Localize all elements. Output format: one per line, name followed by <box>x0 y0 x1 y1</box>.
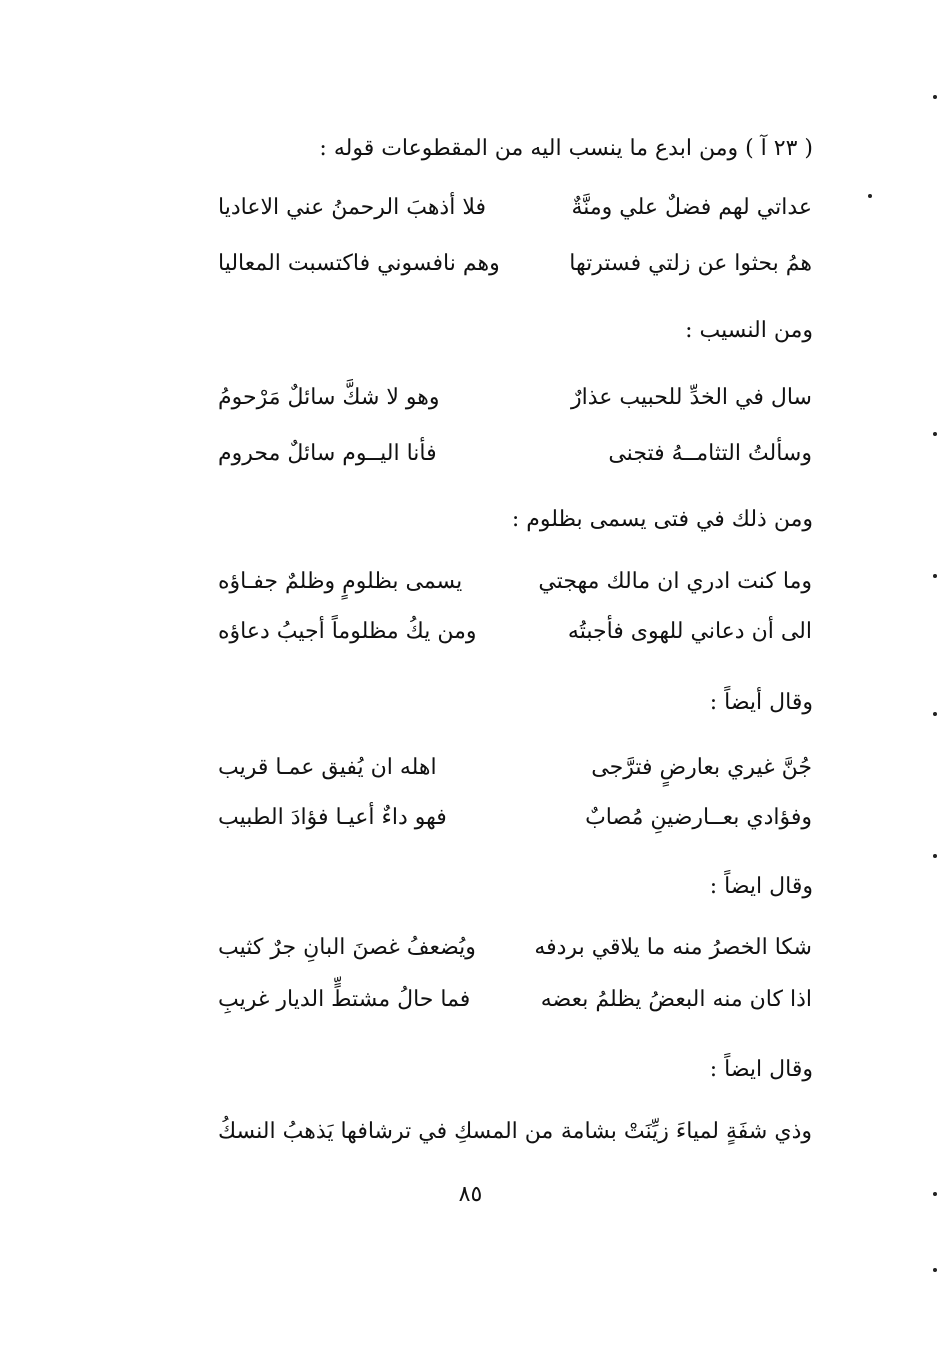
section-heading: وقال ايضاً : <box>709 1057 813 1082</box>
verse-line <box>218 750 812 784</box>
section-heading: ومن ذلك في فتى يسمى بظلوم : <box>511 507 813 532</box>
verse-line <box>218 930 812 964</box>
verse-second-hemistich: فلا أذهبَ الرحمنُ عني الاعاديا <box>218 194 486 220</box>
verse-line <box>218 190 812 224</box>
verse-line <box>218 564 812 598</box>
verse-second-hemistich: ويُضعفُ غصنَ البانِ جرٌ كثيب <box>218 934 476 960</box>
verse-second-hemistich: فهو داءٌ أعيـا فؤادَ الطبيب <box>218 804 447 830</box>
scan-speck <box>933 712 937 716</box>
section-heading: وقال أيضاً : <box>709 690 813 715</box>
section-heading: وقال ايضاً : <box>709 874 813 899</box>
scan-speck <box>933 1192 937 1196</box>
verse-first-hemistich: وذي شفَةٍ لمياءَ زيِّنَتْ بشامة <box>560 1118 812 1144</box>
verse-second-hemistich: يسمى بظلومٍ وظلمٌ جفـاؤه <box>218 568 463 594</box>
scan-speck <box>933 432 937 436</box>
scan-speck <box>933 1268 937 1272</box>
verse-line <box>218 436 812 470</box>
verse-first-hemistich: وفؤادي بعــارضينِ مُصابٌ <box>585 804 812 830</box>
page-number: ٨٥ <box>458 1182 483 1207</box>
verse-first-hemistich: وما كنت ادري ان مالك مهجتي <box>538 568 812 594</box>
verse-line <box>218 1114 812 1148</box>
verse-line <box>218 982 812 1016</box>
verse-first-hemistich: شكا الخصرُ منه ما يلاقي بردفه <box>534 934 812 960</box>
verse-first-hemistich: وسألتُ التثامــهُ فتجنى <box>608 440 812 466</box>
verse-first-hemistich: همُ بحثوا عن زلتي فسترتها <box>569 250 812 276</box>
verse-first-hemistich: عداتي لهم فضلٌ علي ومنَّةٌ <box>571 194 812 220</box>
verse-first-hemistich: الى أن دعاني للهوى فأجبتُه <box>567 618 812 644</box>
scan-speck <box>933 854 937 858</box>
intro-heading: ( ٢٣ آ ) ومن ابدع ما ينسب اليه من المقطوعات قوله : <box>319 136 813 161</box>
verse-second-hemistich: وهو لا شكَّ سائلٌ مَرْحومُ <box>218 384 440 410</box>
verse-second-hemistich: ومن يكُ مظلوماً أجيبُ دعاؤه <box>218 618 477 644</box>
verse-second-hemistich: وهم نافسوني فاكتسبت المعاليا <box>218 250 500 276</box>
verse-line <box>218 614 812 648</box>
verse-line <box>218 380 812 414</box>
verse-second-hemistich: فأنا اليــوم سائلٌ محروم <box>218 440 437 466</box>
scan-speck <box>933 574 937 578</box>
verse-second-hemistich: من المسكِ في ترشافها يَذهبُ النسكُ <box>218 1118 554 1144</box>
verse-second-hemistich: فما حالُ مشتطٍّ الديار غريبِ <box>218 986 471 1012</box>
scan-speck <box>868 194 872 198</box>
verse-line <box>218 246 812 280</box>
verse-second-hemistich: اهله ان يُفيق عمـا قريب <box>218 754 437 780</box>
verse-first-hemistich: جُنَّ غيري بعارضٍ فترَّجى <box>591 754 812 780</box>
scan-speck <box>933 95 937 99</box>
verse-first-hemistich: سال في الخدِّ للحبيب عذارٌ <box>571 384 812 410</box>
section-heading: ومن النسيب : <box>685 318 813 343</box>
verse-line <box>218 800 812 834</box>
verse-first-hemistich: اذا كان منه البعضُ يظلمُ بعضه <box>540 986 812 1012</box>
